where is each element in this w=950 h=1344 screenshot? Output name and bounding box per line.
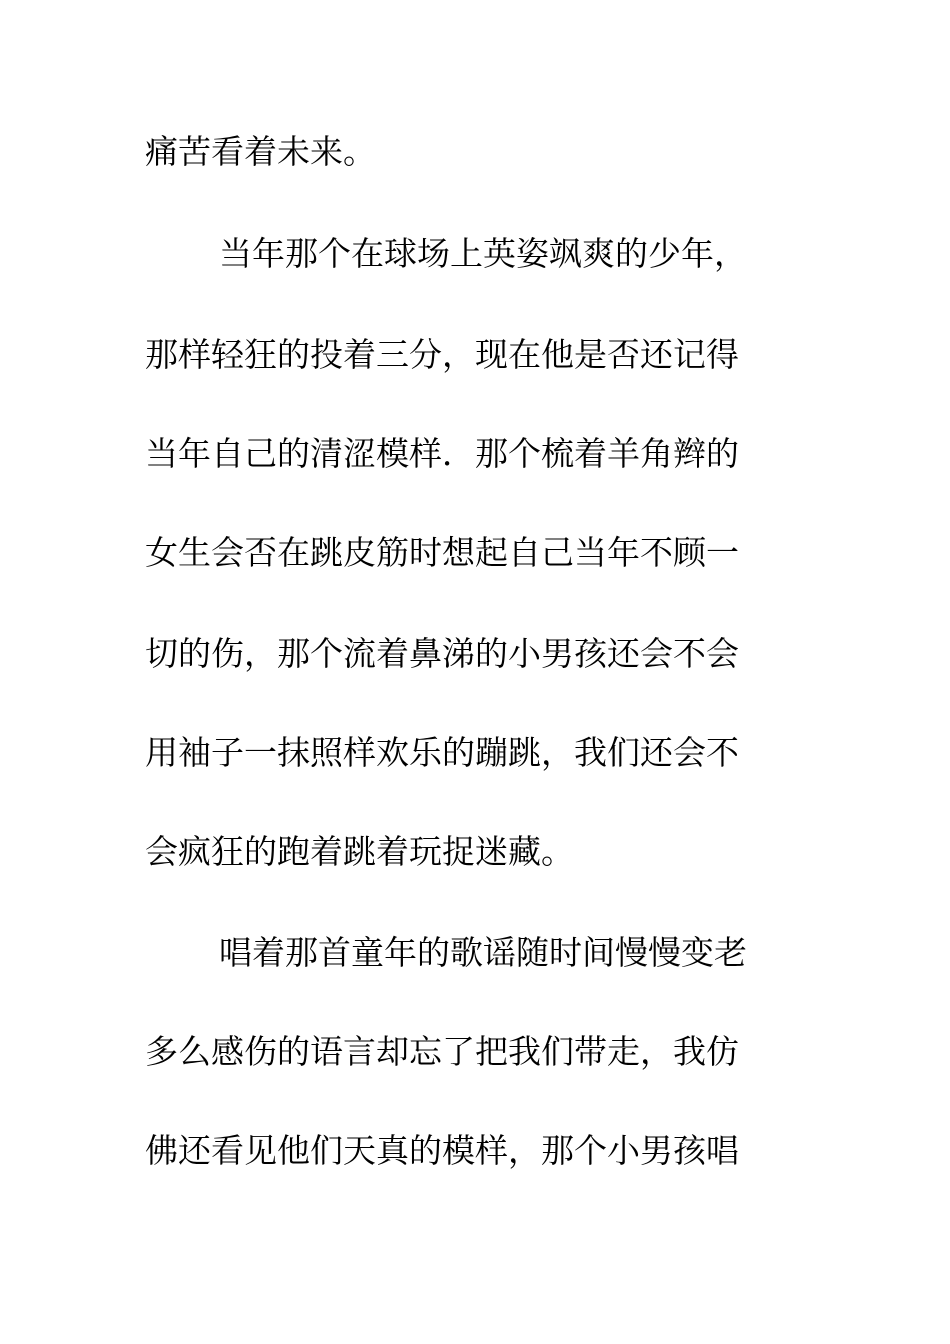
text-line: 那样轻狂的投着三分，现在他是否还记得: [145, 335, 739, 374]
paragraph-start-line: 当年那个在球场上英姿飒爽的少年，: [219, 234, 747, 273]
paragraph-start-line: 唱着那首童年的歌谣随时间慢慢变老: [219, 933, 747, 972]
text-line: 多么感伤的语言却忘了把我们带走，我仿: [145, 1032, 739, 1071]
text-line: 当年自己的清涩模样．那个梳着羊角辫的: [145, 434, 739, 473]
text-line: 会疯狂的跑着跳着玩捉迷藏。: [145, 832, 574, 871]
text-line: 用袖子一抹照样欢乐的蹦跳，我们还会不: [145, 733, 739, 772]
text-line: 切的伤，那个流着鼻涕的小男孩还会不会: [145, 634, 739, 673]
text-line: 女生会否在跳皮筋时想起自己当年不顾一: [145, 533, 739, 572]
text-line: 痛苦看着未来。: [145, 132, 376, 171]
text-line: 佛还看见他们天真的模样，那个小男孩唱: [145, 1131, 739, 1170]
